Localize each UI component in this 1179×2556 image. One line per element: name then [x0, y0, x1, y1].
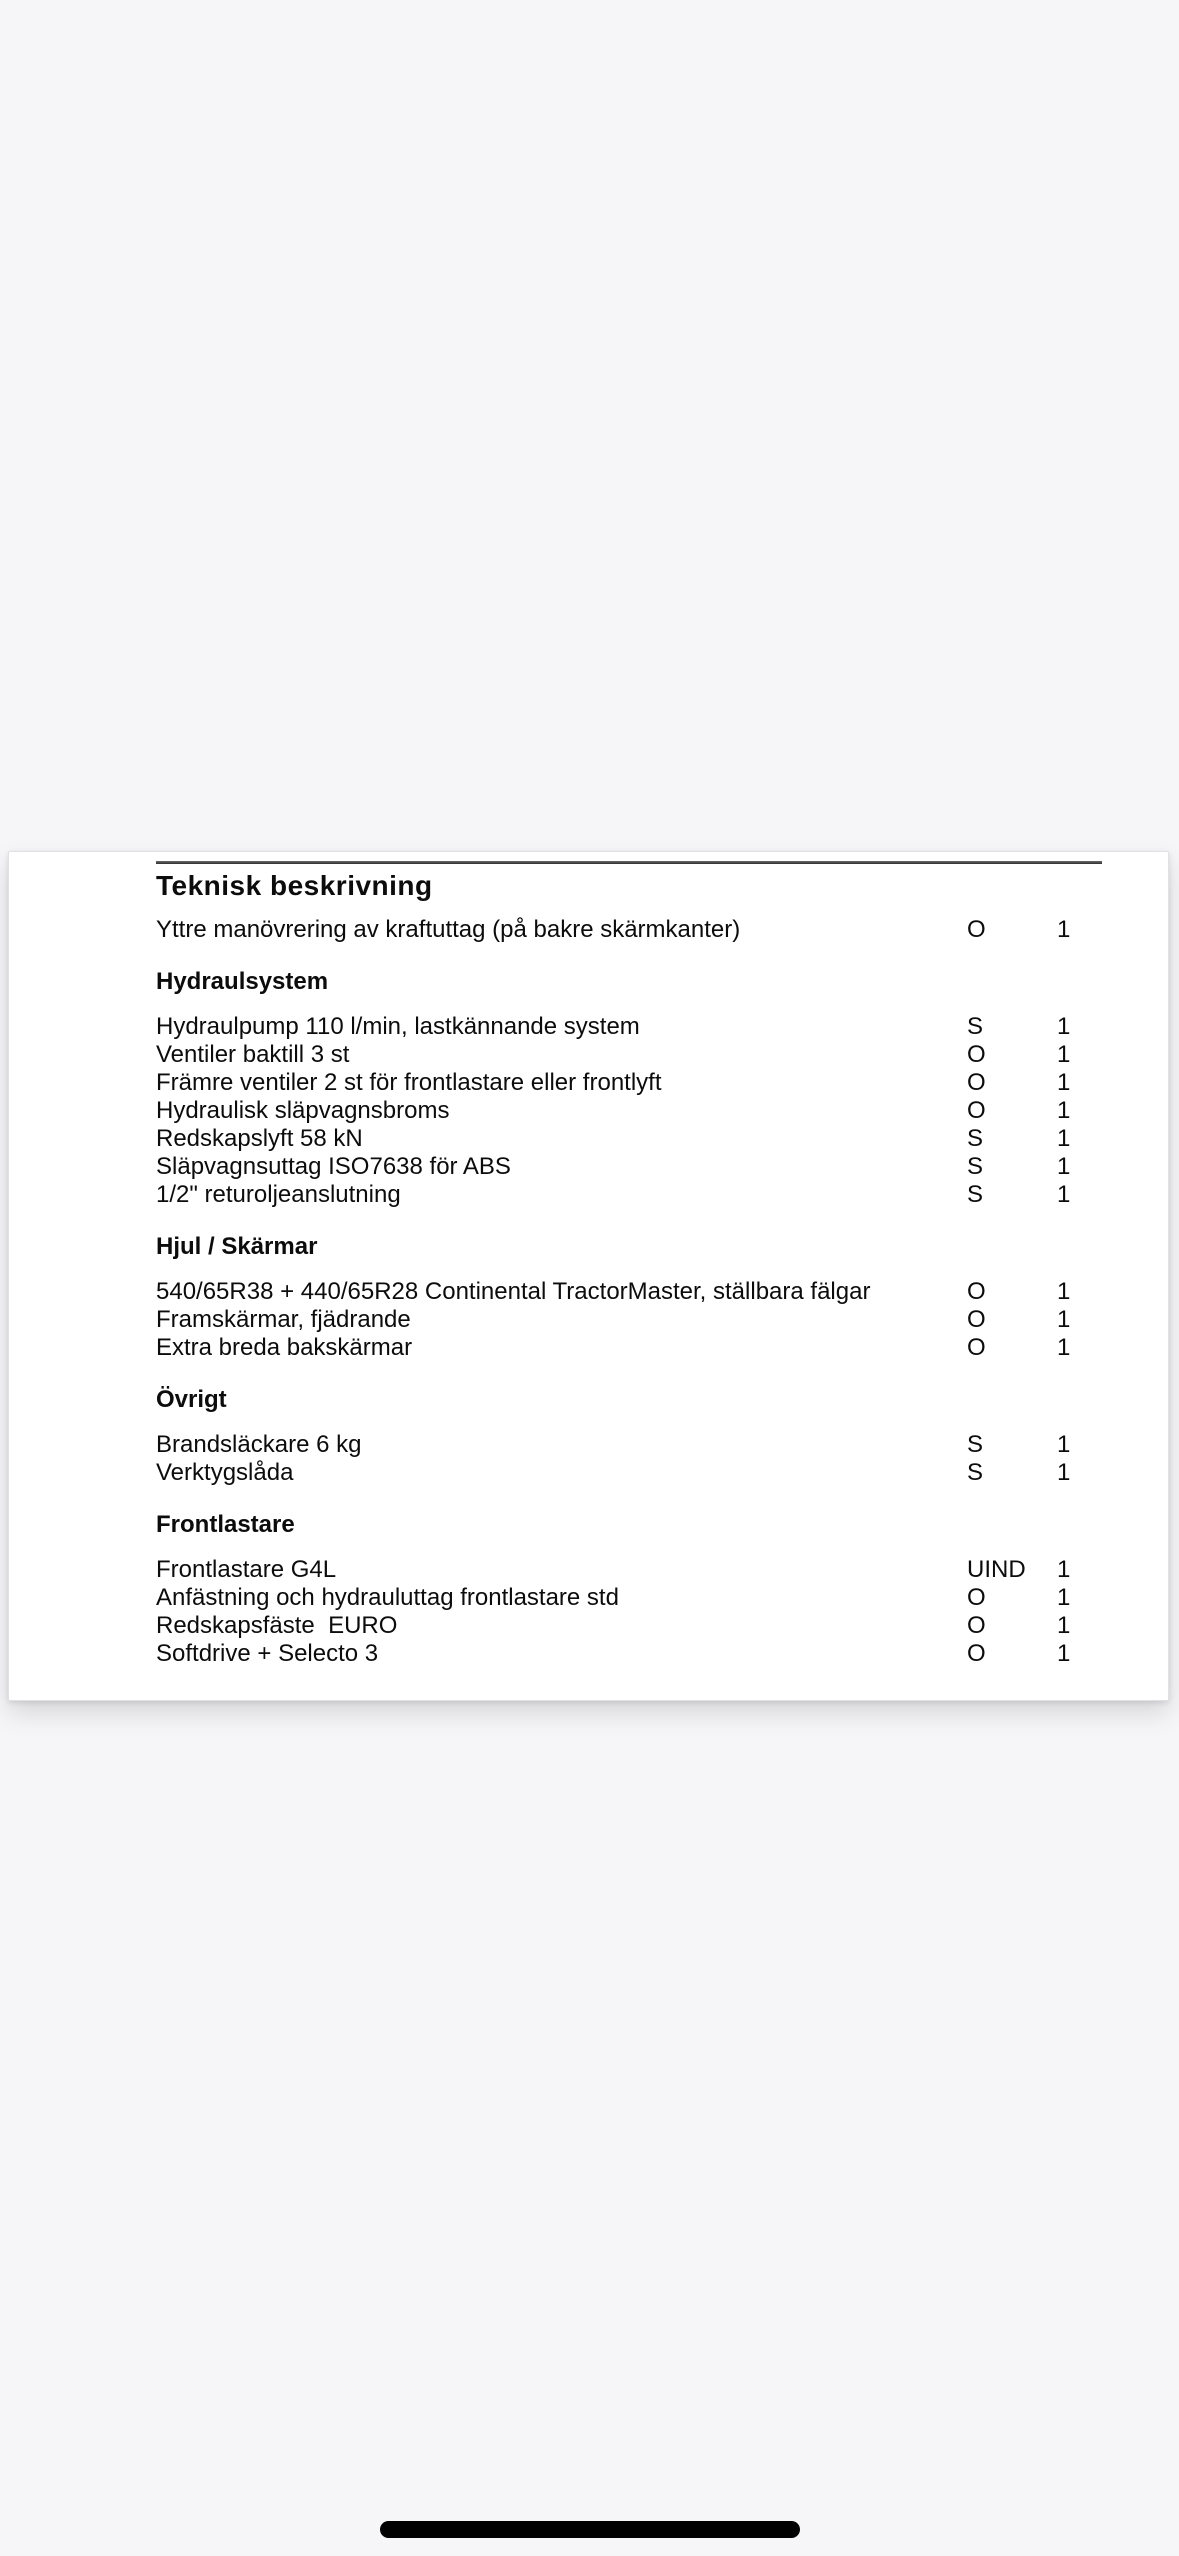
- spec-qty: 1: [1057, 1153, 1071, 1180]
- spec-label: Hydraulisk släpvagnsbroms: [156, 1097, 450, 1124]
- spec-qty: 1: [1057, 1069, 1071, 1096]
- spec-row: [156, 1459, 1102, 1487]
- spec-row: [156, 1556, 1102, 1584]
- section-heading-hydraulsystem: Hydraulsystem: [156, 968, 329, 995]
- spec-status: S: [967, 1153, 984, 1180]
- spec-row: [156, 1278, 1102, 1306]
- spec-row: [156, 1153, 1102, 1181]
- spec-label: Extra breda bakskärmar: [156, 1334, 413, 1361]
- spec-label: 1/2" returoljeanslutning: [156, 1181, 401, 1208]
- spec-qty: 1: [1057, 1278, 1071, 1305]
- spec-label: Anfästning och hydrauluttag frontlastare std: [156, 1584, 619, 1611]
- spec-qty: 1: [1057, 1431, 1071, 1458]
- spec-label: Framskärmar, fjädrande: [156, 1306, 411, 1333]
- spec-qty: 1: [1057, 1584, 1071, 1611]
- spec-status: O: [967, 916, 986, 943]
- spec-status: O: [967, 1612, 986, 1639]
- spec-status: UIND: [967, 1556, 1026, 1583]
- title-top-rule: [156, 861, 1102, 864]
- spec-row: [156, 1640, 1102, 1668]
- spec-qty: 1: [1057, 1306, 1071, 1333]
- spec-row: [156, 1041, 1102, 1069]
- spec-row: [156, 916, 1102, 944]
- spec-row: [156, 1013, 1102, 1041]
- spec-label: Softdrive + Selecto 3: [156, 1640, 379, 1667]
- spec-status: O: [967, 1640, 986, 1667]
- spec-row: [156, 1334, 1102, 1362]
- spec-label: Redskapsfäste EURO: [156, 1612, 398, 1639]
- spec-label: Frontlastare G4L: [156, 1556, 337, 1583]
- spec-label: Yttre manövrering av kraftuttag (på bakre skärmkanter): [156, 916, 741, 943]
- spec-qty: 1: [1057, 1125, 1071, 1152]
- spec-label: Redskapslyft 58 kN: [156, 1125, 363, 1152]
- spec-row: [156, 1612, 1102, 1640]
- spec-qty: 1: [1057, 1612, 1071, 1639]
- spec-row: [156, 1181, 1102, 1209]
- document-title: Teknisk beskrivning: [156, 870, 433, 901]
- spec-status: O: [967, 1278, 986, 1305]
- spec-label: Släpvagnsuttag ISO7638 för ABS: [156, 1153, 511, 1180]
- spec-status: S: [967, 1013, 984, 1040]
- spec-qty: 1: [1057, 1334, 1071, 1361]
- spec-label: Främre ventiler 2 st för frontlastare eller frontlyft: [156, 1069, 662, 1096]
- spec-row: [156, 1097, 1102, 1125]
- spec-status: S: [967, 1431, 984, 1458]
- spec-qty: 1: [1057, 1013, 1071, 1040]
- spec-status: O: [967, 1041, 986, 1068]
- spec-status: S: [967, 1125, 984, 1152]
- section-intro: [156, 916, 1102, 944]
- spec-status: O: [967, 1069, 986, 1096]
- spec-qty: 1: [1057, 1640, 1071, 1667]
- spec-qty: 1: [1057, 1097, 1071, 1124]
- spec-status: S: [967, 1459, 984, 1486]
- spec-status: O: [967, 1584, 986, 1611]
- section-heading-ovrigt: Övrigt: [156, 1386, 227, 1413]
- spec-label: Verktygslåda: [156, 1459, 294, 1486]
- spec-label: Brandsläckare 6 kg: [156, 1431, 362, 1458]
- spec-qty: 1: [1057, 1556, 1071, 1583]
- spec-label: Hydraulpump 110 l/min, lastkännande system: [156, 1013, 640, 1040]
- spec-label: 540/65R38 + 440/65R28 Continental TractorMaster, ställbara fälgar: [156, 1278, 871, 1305]
- section-hjul-skarmar: [156, 1278, 1102, 1362]
- spec-status: S: [967, 1181, 984, 1208]
- spec-row: [156, 1306, 1102, 1334]
- spec-qty: 1: [1057, 916, 1071, 943]
- spec-row: [156, 1584, 1102, 1612]
- spec-qty: 1: [1057, 1459, 1071, 1486]
- section-ovrigt: [156, 1431, 1102, 1487]
- section-hydraulsystem: [156, 1013, 1102, 1209]
- pdf-page[interactable]: [8, 851, 1169, 1701]
- spec-row: [156, 1125, 1102, 1153]
- page-content: [156, 852, 1102, 1668]
- section-heading-frontlastare: Frontlastare: [156, 1511, 295, 1538]
- spec-row: [156, 1431, 1102, 1459]
- spec-qty: 1: [1057, 1041, 1071, 1068]
- spec-label: Ventiler baktill 3 st: [156, 1041, 350, 1068]
- spec-row: [156, 1069, 1102, 1097]
- section-frontlastare: [156, 1556, 1102, 1668]
- section-heading-hjul-skarmar: Hjul / Skärmar: [156, 1233, 318, 1260]
- spec-qty: 1: [1057, 1181, 1071, 1208]
- spec-status: O: [967, 1097, 986, 1124]
- home-indicator[interactable]: [380, 2521, 800, 2538]
- spec-status: O: [967, 1306, 986, 1333]
- spec-status: O: [967, 1334, 986, 1361]
